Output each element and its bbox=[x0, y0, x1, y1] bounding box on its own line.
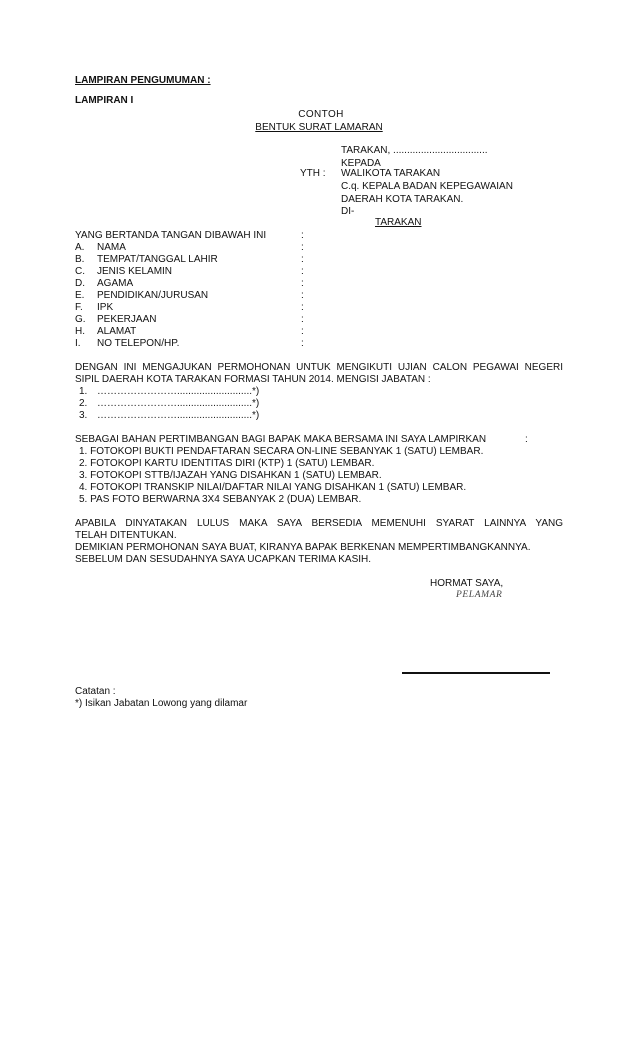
field-colon: : bbox=[301, 314, 304, 325]
field-label-alamat: ALAMAT bbox=[97, 326, 137, 337]
address-yth: YTH : bbox=[300, 168, 326, 179]
field-label-telepon: NO TELEPON/HP. bbox=[97, 338, 180, 349]
field-letter: I. bbox=[75, 338, 81, 349]
address-line-1: WALIKOTA TARAKAN bbox=[341, 168, 441, 179]
closing-line-3: DEMIKIAN PERMOHONAN SAYA BUAT, KIRANYA BAPAK BERKENAN MEMPERTIMBANGKANNYA. bbox=[75, 542, 531, 553]
address-tarakan: TARAKAN bbox=[375, 217, 422, 228]
attachment-item: 2. FOTOKOPI KARTU IDENTITAS DIRI (KTP) 1 (SATU) LEMBAR. bbox=[79, 458, 375, 469]
position-blank: ……………………...........................*) bbox=[97, 386, 260, 397]
field-label-pekerjaan: PEKERJAAN bbox=[97, 314, 157, 325]
attachment-item: 5. PAS FOTO BERWARNA 3X4 SEBANYAK 2 (DUA) LEMBAR. bbox=[79, 494, 362, 505]
position-blank: ……………………...........................*) bbox=[97, 398, 260, 409]
notes-title: Catatan : bbox=[75, 686, 116, 697]
field-colon: : bbox=[301, 242, 304, 253]
field-label-ipk: IPK bbox=[97, 302, 114, 313]
lampiran-i-heading: LAMPIRAN I bbox=[75, 95, 134, 106]
signature-pelamar: PELAMAR bbox=[456, 590, 503, 600]
field-letter: E. bbox=[75, 290, 85, 301]
field-label-nama: NAMA bbox=[97, 242, 126, 253]
field-colon: : bbox=[301, 290, 304, 301]
address-line-2: C.q. KEPALA BADAN KEPEGAWAIAN bbox=[341, 181, 513, 192]
signature-hormat: HORMAT SAYA, bbox=[430, 578, 504, 589]
field-letter: G. bbox=[75, 314, 86, 325]
field-label-jenis-kelamin: JENIS KELAMIN bbox=[97, 266, 173, 277]
field-letter: D. bbox=[75, 278, 85, 289]
closing-line-2: TELAH DITENTUKAN. bbox=[75, 530, 177, 541]
position-number: 3. bbox=[79, 410, 88, 421]
position-number: 2. bbox=[79, 398, 88, 409]
lampiran-pengumuman-heading: LAMPIRAN PENGUMUMAN : bbox=[75, 75, 211, 86]
attachments-colon: : bbox=[525, 434, 528, 445]
field-colon: : bbox=[301, 326, 304, 337]
notes-line: *) Isikan Jabatan Lowong yang dilamar bbox=[75, 698, 248, 709]
address-kepada: KEPADA bbox=[341, 158, 381, 169]
field-colon: : bbox=[301, 278, 304, 289]
city-date: TARAKAN, .................................. bbox=[341, 145, 488, 156]
address-di: DI- bbox=[341, 206, 355, 217]
attachments-intro: SEBAGAI BAHAN PERTIMBANGAN BAGI BAPAK MAKA BERSAMA INI SAYA LAMPIRKAN bbox=[75, 434, 487, 445]
field-letter: C. bbox=[75, 266, 85, 277]
attachment-item: 3. FOTOKOPI STTB/IJAZAH YANG DISAHKAN 1 (SATU) LEMBAR. bbox=[79, 470, 382, 481]
field-colon: : bbox=[301, 302, 304, 313]
document-subtitle: BENTUK SURAT LAMARAN bbox=[255, 122, 383, 133]
field-letter: A. bbox=[75, 242, 85, 253]
field-colon: : bbox=[301, 338, 304, 349]
position-number: 1. bbox=[79, 386, 88, 397]
signature-line bbox=[402, 672, 550, 674]
field-label-pendidikan: PENDIDIKAN/JURUSAN bbox=[97, 290, 209, 301]
identity-intro-colon: : bbox=[301, 230, 304, 241]
field-label-agama: AGAMA bbox=[97, 278, 134, 289]
position-blank: ……………………...........................*) bbox=[97, 410, 260, 421]
contoh-title: CONTOH bbox=[298, 109, 344, 120]
field-letter: B. bbox=[75, 254, 85, 265]
field-letter: F. bbox=[75, 302, 83, 313]
attachment-item: 4. FOTOKOPI TRANSKIP NILAI/DAFTAR NILAI YANG DISAHKAN 1 (SATU) LEMBAR. bbox=[79, 482, 467, 493]
closing-line-4: SEBELUM DAN SESUDAHNYA SAYA UCAPKAN TERIMA KASIH. bbox=[75, 554, 372, 565]
address-line-3: DAERAH KOTA TARAKAN. bbox=[341, 194, 464, 205]
identity-intro: YANG BERTANDA TANGAN DIBAWAH INI bbox=[75, 230, 267, 241]
closing-line-1: APABILA DINYATAKAN LULUS MAKA SAYA BERSEDIA MEMENUHI SYARAT LAINNYA YANG bbox=[75, 518, 563, 529]
field-colon: : bbox=[301, 266, 304, 277]
attachment-item: 1. FOTOKOPI BUKTI PENDAFTARAN SECARA ON-LINE SEBANYAK 1 (SATU) LEMBAR. bbox=[79, 446, 484, 457]
application-line-1: DENGAN INI MENGAJUKAN PERMOHONAN UNTUK MENGIKUTI UJIAN CALON PEGAWAI NEGERI bbox=[75, 362, 563, 373]
field-colon: : bbox=[301, 254, 304, 265]
field-letter: H. bbox=[75, 326, 85, 337]
application-line-2: SIPIL DAERAH KOTA TARAKAN FORMASI TAHUN 2014. MENGISI JABATAN : bbox=[75, 374, 431, 385]
field-label-ttl: TEMPAT/TANGGAL LAHIR bbox=[97, 254, 218, 265]
